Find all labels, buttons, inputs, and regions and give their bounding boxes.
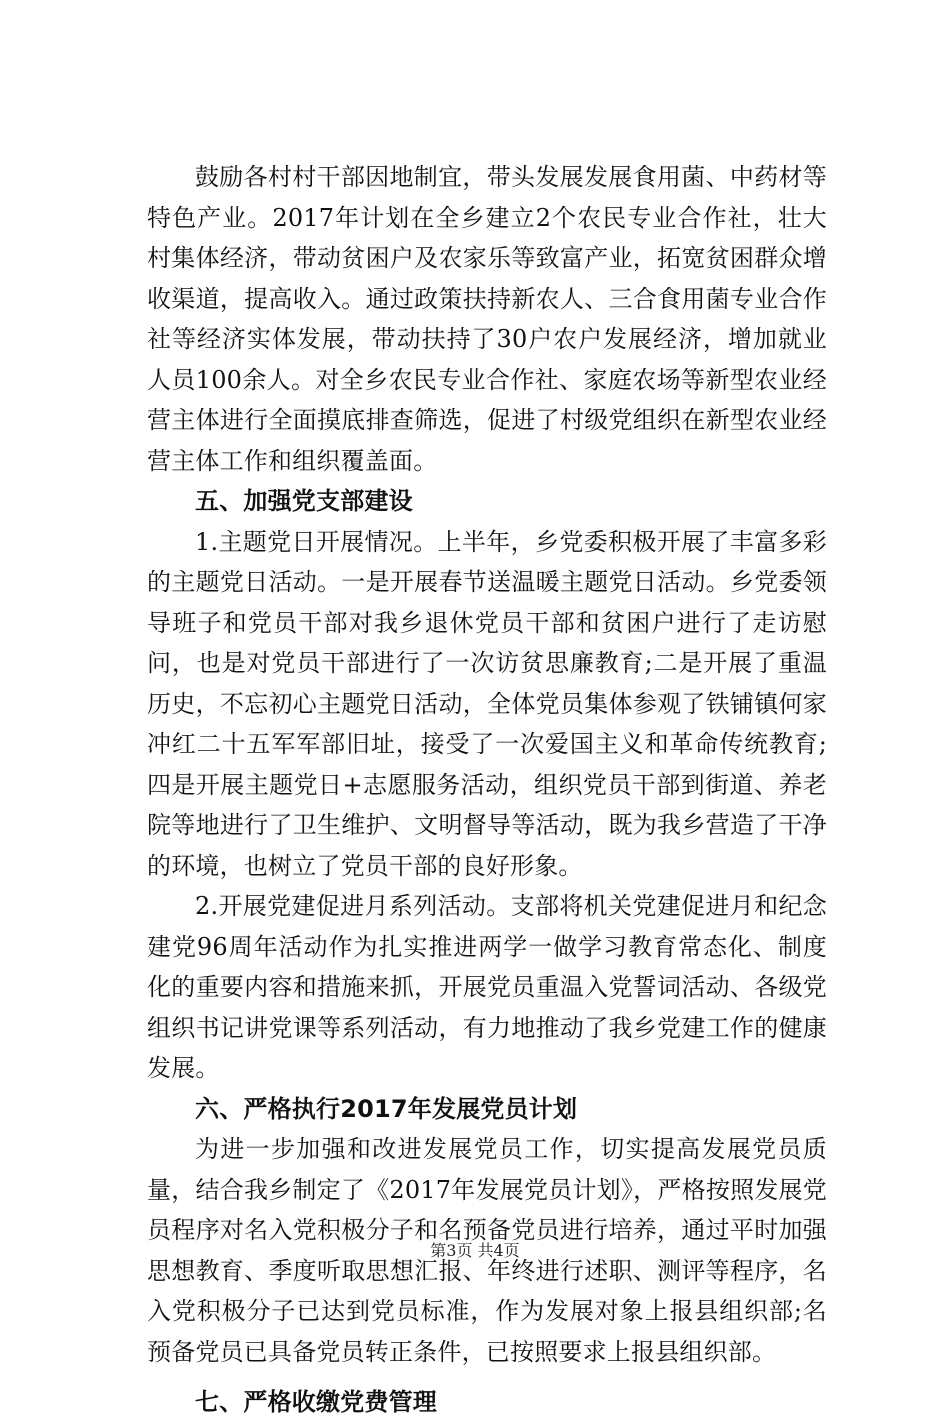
- paragraph-member-plan: 为进一步加强和改进发展党员工作，切实提高发展党员质量，结合我乡制定了《2017年发展党员计划》，严格按照发展党员程序对名入党积极分子和名预备党员进行培养，通过平时加强思想教育、季度听取思想汇报、年终进行述职、测评等程序，名入党积极分子已达到党员标准，作为发展对象上报县组织部;名预备党员已具备党员转正条件，已按照要求上报县组织部。: [147, 1135, 827, 1366]
- paragraph-industry: 鼓励各村村干部因地制宜，带头发展发展食用菌、中药材等特色产业。2017年计划在全乡建立2个农民专业合作社，壮大村集体经济，带动贫困户及农家乐等致富产业，拓宽贫困群众增收渠道，提高收入。通过政策扶持新农人、三合食用菌专业合作社等经济实体发展，带动扶持了30户农户发展经济，增加就业人员100余人。对全乡农民专业合作社、家庭农场等新型农业经营主体进行全面摸底排查筛选，促进了村级党组织在新型农业经营主体工作和组织覆盖面。: [147, 163, 827, 475]
- section-heading-6: 六、严格执行2017年发展党员计划: [195, 1094, 578, 1123]
- section-heading-7: 七、严格收缴党费管理: [195, 1388, 437, 1416]
- document-body: [147, 157, 827, 1423]
- section-heading-5: 五、加强党支部建设: [195, 487, 413, 515]
- paragraph-theme-party-day: 1.主题党日开展情况。上半年，乡党委积极开展了丰富多彩的主题党日活动。一是开展春节送温暖主题党日活动。乡党委领导班子和党员干部对我乡退休党员干部和贫困户进行了走访慰问，也是对党员干部进行了一次访贫思廉教育;二是开展了重温历史，不忘初心主题党日活动，全体党员集体参观了铁铺镇何家冲红二十五军军部旧址，接受了一次爱国主义和革命传统教育;四是开展主题党日+志愿服务活动，组织党员干部到街道、养老院等地进行了卫生维护、文明督导等活动，既为我乡营造了干净的环境，也树立了党员干部的良好形象。: [147, 527, 827, 880]
- page-footer: 第3页 共4页: [430, 1241, 520, 1260]
- paragraph-party-building-month: 2.开展党建促进月系列活动。支部将机关党建促进月和纪念建党96周年活动作为扎实推进两学一做学习教育常态化、制度化的重要内容和措施来抓，开展党员重温入党誓词活动、各级党组织书记讲党课等系列活动，有力地推动了我乡党建工作的健康发展。: [147, 892, 827, 1082]
